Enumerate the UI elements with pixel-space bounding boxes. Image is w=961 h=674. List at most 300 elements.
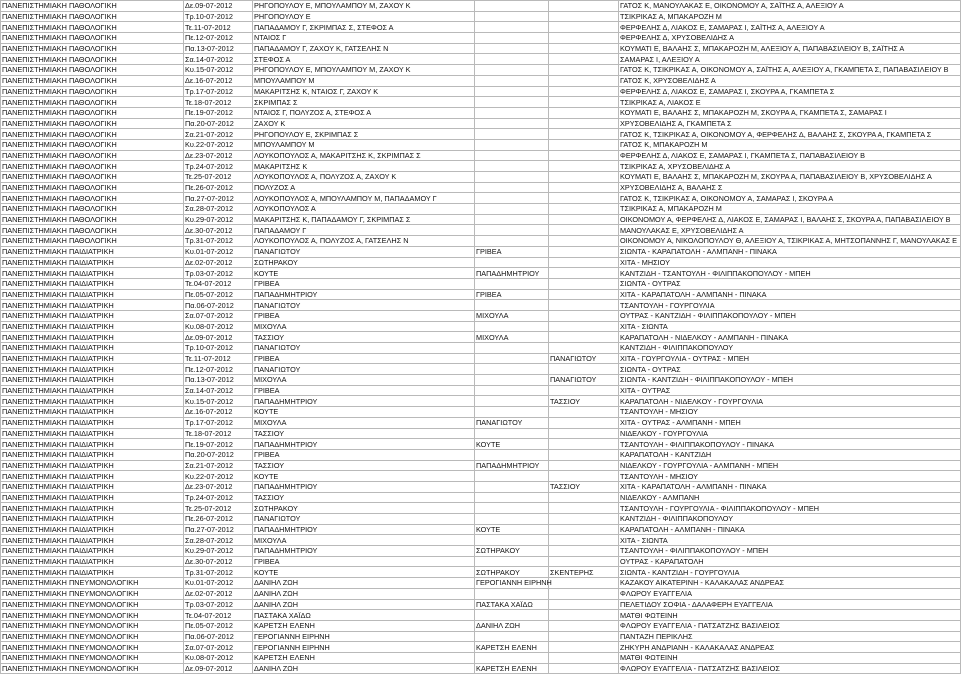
doctor-cell[interactable]: ΛΟΥΚΟΠΟΥΛΟΣ Α (253, 204, 475, 215)
doctor-cell[interactable]: ΜΠΟΥΛΑΜΠΟΥ Μ (253, 75, 475, 86)
staff-cell[interactable]: ΓΑΤΟΣ Κ, ΤΣΙΚΡΙΚΑΣ Α, ΟΙΚΟΝΟΜΟΥ Α, ΦΕΡΦΕΛΗΣ Δ, ΒΑΛΑΗΣ Σ, ΣΚΟΥΡΑ Α, ΓΚΑΜΠΕΤΑ Σ (619, 129, 961, 140)
staff-cell[interactable]: ΚΑΡΑΠΑΤΟΛΗ - ΝΙΔΕΛΚΟΥ - ΑΛΜΠΑΝΗ - ΠΙΝΑΚΑ (619, 332, 961, 343)
clinic-cell[interactable]: ΠΑΝΕΠΙΣΤΗΜΙΑΚΗ ΠΑΘΟΛΟΓΙΚΗ (1, 139, 184, 150)
doctor-2-cell[interactable]: ΓΕΡΟΓΙΑΝΝΗ ΕΙΡΗΝΗ (476, 578, 552, 588)
clinic-cell[interactable]: ΠΑΝΕΠΙΣΤΗΜΙΑΚΗ ΠΑΘΟΛΟΓΙΚΗ (1, 107, 184, 118)
staff-cell[interactable]: ΓΑΤΟΣ Κ, ΜΑΝΟΥΛΑΚΑΣ Ε, ΟΙΚΟΝΟΜΟΥ Α, ΣΑΪΤΗΣ Α, ΑΛΕΞΙΟΥ Α (619, 1, 961, 12)
doctor-2-cell[interactable] (475, 214, 549, 225)
doctor-cell[interactable]: ΠΑΠΑΔΗΜΗΤΡΙΟΥ (253, 524, 475, 535)
clinic-cell[interactable]: ΠΑΝΕΠΙΣΤΗΜΙΑΚΗ ΠΑΙΔΙΑΤΡΙΚΗ (1, 428, 184, 439)
staff-cell[interactable]: ΧΡΥΣΟΒΕΛΙΔΗΣ Α, ΓΚΑΜΠΕΤΑ Σ (619, 118, 961, 129)
doctor-2-cell[interactable] (475, 193, 549, 204)
doctor-cell[interactable]: ΔΑΝΙΗΛ ΖΩΗ (253, 663, 475, 674)
clinic-cell[interactable]: ΠΑΝΕΠΙΣΤΗΜΙΑΚΗ ΠΑΘΟΛΟΓΙΚΗ (1, 75, 184, 86)
clinic-cell[interactable]: ΠΑΝΕΠΙΣΤΗΜΙΑΚΗ ΠΑΙΔΙΑΤΡΙΚΗ (1, 278, 184, 289)
doctor-cell[interactable]: ΝΤΑΙΟΣ Γ (253, 33, 475, 44)
doctor-3-cell[interactable] (549, 268, 619, 279)
doctor-3-cell[interactable] (549, 546, 619, 557)
doctor-cell[interactable]: ΡΗΓΟΠΟΥΛΟΥ Ε, ΣΚΡΙΜΠΑΣ Σ (253, 129, 475, 140)
doctor-2-cell[interactable] (475, 225, 549, 236)
staff-cell[interactable]: ΤΣΙΚΡΙΚΑΣ Α, ΜΠΑΚΑΡΟΖΗ Μ (619, 204, 961, 215)
doctor-3-cell[interactable] (549, 310, 619, 321)
date-cell[interactable]: Κυ.01-07-2012 (184, 578, 253, 589)
doctor-2-cell[interactable]: ΚΟΥΤΕ (475, 439, 549, 450)
doctor-3-cell[interactable] (549, 129, 619, 140)
staff-cell[interactable]: ΟΙΚΟΝΟΜΟΥ Α, ΝΙΚΟΛΟΠΟΥΛΟΥ Θ, ΑΛΕΞΙΟΥ Α, ΤΣΙΚΡΙΚΑΣ Α, ΜΗΤΣΟΠΑΝΝΗΣ Γ, ΜΑΝΟΥΛΑΚΑΣ Ε (619, 236, 961, 247)
date-cell[interactable]: Πε.12-07-2012 (184, 364, 253, 375)
clinic-cell[interactable]: ΠΑΝΕΠΙΣΤΗΜΙΑΚΗ ΠΑΙΔΙΑΤΡΙΚΗ (1, 460, 184, 471)
date-cell[interactable]: Πα.27-07-2012 (184, 524, 253, 535)
doctor-3-cell[interactable] (549, 610, 619, 621)
staff-cell[interactable]: ΤΣΑΝΤΟΥΛΗ - ΜΗΣΙΟΥ (619, 471, 961, 482)
doctor-3-cell[interactable] (549, 417, 619, 428)
staff-cell[interactable]: ΧΙΤΑ - ΚΑΡΑΠΑΤΟΛΗ - ΑΛΜΠΑΝΗ - ΠΙΝΑΚΑ (619, 289, 961, 300)
doctor-3-cell[interactable] (549, 225, 619, 236)
staff-cell[interactable]: ΧΙΤΑ - ΜΗΣΙΟΥ (619, 257, 961, 268)
doctor-2-cell[interactable] (475, 652, 549, 663)
doctor-3-cell[interactable] (549, 578, 619, 589)
doctor-cell[interactable]: ΠΑΠΑΔΑΜΟΥ Γ (253, 225, 475, 236)
doctor-2-cell[interactable]: ΠΑΝΑΓΙΩΤΟΥ (475, 417, 549, 428)
date-cell[interactable]: Δε.09-07-2012 (184, 1, 253, 12)
doctor-2-cell[interactable] (475, 471, 549, 482)
clinic-cell[interactable]: ΠΑΝΕΠΙΣΤΗΜΙΑΚΗ ΠΑΙΔΙΑΤΡΙΚΗ (1, 449, 184, 460)
doctor-cell[interactable]: ΓΡΙΒΕΑ (253, 556, 475, 567)
staff-cell[interactable]: ΦΛΩΡΟΥ ΕΥΑΓΓΕΛΙΑ - ΠΑΤΣΑΤΖΗΣ ΒΑΣΙΛΕΙΟΣ (619, 620, 961, 631)
doctor-3-cell[interactable] (549, 246, 619, 257)
doctor-cell[interactable]: ΠΑΠΑΔΑΜΟΥ Γ, ΖΑΧΟΥ Κ, ΓΑΤΣΕΛΗΣ Ν (253, 43, 475, 54)
doctor-cell[interactable]: ΓΡΙΒΕΑ (253, 449, 475, 460)
date-cell[interactable]: Σα.14-07-2012 (184, 385, 253, 396)
clinic-cell[interactable]: ΠΑΝΕΠΙΣΤΗΜΙΑΚΗ ΠΑΙΔΙΑΤΡΙΚΗ (1, 332, 184, 343)
clinic-cell[interactable]: ΠΑΝΕΠΙΣΤΗΜΙΑΚΗ ΠΑΘΟΛΟΓΙΚΗ (1, 33, 184, 44)
staff-cell[interactable]: ΤΣΑΝΤΟΥΛΗ - ΓΟΥΡΓΟΥΛΙΑ (619, 300, 961, 311)
doctor-3-cell[interactable] (549, 22, 619, 33)
date-cell[interactable]: Κυ.01-07-2012 (184, 246, 253, 257)
doctor-2-cell[interactable] (475, 396, 549, 407)
doctor-cell[interactable]: ΖΑΧΟΥ Κ (253, 118, 475, 129)
date-cell[interactable]: Τε.18-07-2012 (184, 428, 253, 439)
date-cell[interactable]: Τρ.03-07-2012 (184, 599, 253, 610)
clinic-cell[interactable]: ΠΑΝΕΠΙΣΤΗΜΙΑΚΗ ΠΑΙΔΙΑΤΡΙΚΗ (1, 300, 184, 311)
doctor-2-cell[interactable]: ΓΡΙΒΕΑ (475, 246, 549, 257)
date-cell[interactable]: Κυ.15-07-2012 (184, 65, 253, 76)
date-cell[interactable]: Δε.09-07-2012 (184, 332, 253, 343)
doctor-cell[interactable]: ΠΑΠΑΔΑΜΟΥ Γ, ΣΚΡΙΜΠΑΣ Σ, ΣΤΕΦΟΣ Α (253, 22, 475, 33)
doctor-2-cell[interactable]: ΔΑΝΙΗΛ ΖΩΗ (475, 620, 549, 631)
doctor-3-cell[interactable] (549, 460, 619, 471)
staff-cell[interactable]: ΦΛΩΡΟΥ ΕΥΑΓΓΕΛΙΑ (619, 588, 961, 599)
doctor-3-cell[interactable] (549, 97, 619, 108)
date-cell[interactable]: Τρ.31-07-2012 (184, 567, 253, 578)
clinic-cell[interactable]: ΠΑΝΕΠΙΣΤΗΜΙΑΚΗ ΠΑΘΟΛΟΓΙΚΗ (1, 65, 184, 76)
doctor-3-cell[interactable]: ΠΑΝΑΓΙΩΤΟΥ (549, 375, 619, 386)
doctor-cell[interactable]: ΜΑΚΑΡΙΤΣΗΣ Κ, ΠΑΠΑΔΑΜΟΥ Γ, ΣΚΡΙΜΠΑΣ Σ (253, 214, 475, 225)
doctor-2-cell[interactable] (475, 129, 549, 140)
doctor-2-cell[interactable] (475, 481, 549, 492)
clinic-cell[interactable]: ΠΑΝΕΠΙΣΤΗΜΙΑΚΗ ΠΑΙΔΙΑΤΡΙΚΗ (1, 492, 184, 503)
staff-cell[interactable]: ΚΑΡΑΠΑΤΟΛΗ - ΑΛΜΠΑΝΗ - ΠΙΝΑΚΑ (619, 524, 961, 535)
clinic-cell[interactable]: ΠΑΝΕΠΙΣΤΗΜΙΑΚΗ ΠΑΙΔΙΑΤΡΙΚΗ (1, 556, 184, 567)
staff-cell[interactable]: ΜΑΝΟΥΛΑΚΑΣ Ε, ΧΡΥΣΟΒΕΛΙΔΗΣ Α (619, 225, 961, 236)
staff-cell[interactable]: ΣΙΩΝΤΑ - ΚΑΝΤΖΙΔΗ - ΓΟΥΡΓΟΥΛΙΑ (619, 567, 961, 578)
clinic-cell[interactable]: ΠΑΝΕΠΙΣΤΗΜΙΑΚΗ ΠΝΕΥΜΟΝΟΛΟΓΙΚΗ (1, 610, 184, 621)
date-cell[interactable]: Δε.16-07-2012 (184, 407, 253, 418)
date-cell[interactable]: Τε.18-07-2012 (184, 97, 253, 108)
clinic-cell[interactable]: ΠΑΝΕΠΙΣΤΗΜΙΑΚΗ ΠΑΘΟΛΟΓΙΚΗ (1, 236, 184, 247)
clinic-cell[interactable]: ΠΑΝΕΠΙΣΤΗΜΙΑΚΗ ΠΑΙΔΙΑΤΡΙΚΗ (1, 385, 184, 396)
clinic-cell[interactable]: ΠΑΝΕΠΙΣΤΗΜΙΑΚΗ ΠΑΙΔΙΑΤΡΙΚΗ (1, 257, 184, 268)
staff-cell[interactable]: ΧΙΤΑ - ΟΥΤΡΑΣ (619, 385, 961, 396)
clinic-cell[interactable]: ΠΑΝΕΠΙΣΤΗΜΙΑΚΗ ΠΑΘΟΛΟΓΙΚΗ (1, 11, 184, 22)
staff-cell[interactable]: ΧΙΤΑ - ΓΟΥΡΓΟΥΛΙΑ - ΟΥΤΡΑΣ - ΜΠΕΗ (619, 353, 961, 364)
staff-cell[interactable]: ΟΥΤΡΑΣ - ΚΑΝΤΖΙΔΗ - ΦΙΛΙΠΠΑΚΟΠΟΥΛΟΥ - ΜΠΕΗ (619, 310, 961, 321)
date-cell[interactable]: Τε.04-07-2012 (184, 278, 253, 289)
doctor-cell[interactable]: ΜΑΚΑΡΙΤΣΗΣ Κ, ΝΤΑΙΟΣ Γ, ΖΑΧΟΥ Κ (253, 86, 475, 97)
doctor-cell[interactable]: ΛΟΥΚΟΠΟΥΛΟΣ Α, ΜΑΚΑΡΙΤΣΗΣ Κ, ΣΚΡΙΜΠΑΣ Σ (253, 150, 475, 161)
staff-cell[interactable]: ΚΟΥΜΑΤΙ Ε, ΒΑΛΑΗΣ Σ, ΜΠΑΚΑΡΟΖΗ Μ, ΑΛΕΞΙΟΥ Α, ΠΑΠΑΒΑΣΙΛΕΙΟΥ Β, ΣΑΪΤΗΣ Α (619, 43, 961, 54)
doctor-3-cell[interactable] (549, 364, 619, 375)
clinic-cell[interactable]: ΠΑΝΕΠΙΣΤΗΜΙΑΚΗ ΠΝΕΥΜΟΝΟΛΟΓΙΚΗ (1, 663, 184, 674)
staff-cell[interactable]: ΦΛΩΡΟΥ ΕΥΑΓΓΕΛΙΑ - ΠΑΤΣΑΤΖΗΣ ΒΑΣΙΛΕΙΟΣ (619, 663, 961, 674)
doctor-2-cell[interactable] (475, 631, 549, 642)
doctor-3-cell[interactable] (549, 278, 619, 289)
date-cell[interactable]: Πε.26-07-2012 (184, 182, 253, 193)
doctor-cell[interactable]: ΜΑΚΑΡΙΤΣΗΣ Κ (253, 161, 475, 172)
doctor-cell[interactable]: ΠΑΝΑΓΙΩΤΟΥ (253, 514, 475, 525)
doctor-cell[interactable]: ΔΑΝΙΗΛ ΖΩΗ (253, 599, 475, 610)
doctor-2-cell[interactable] (475, 343, 549, 354)
doctor-cell[interactable]: ΠΟΛΥΖΟΣ Α (253, 182, 475, 193)
doctor-cell[interactable]: ΡΗΓΟΠΟΥΛΟΥ Ε, ΜΠΟΥΛΑΜΠΟΥ Μ, ΖΑΧΟΥ Κ (253, 65, 475, 76)
doctor-cell[interactable]: ΓΕΡΟΓΙΑΝΝΗ ΕΙΡΗΝΗ (253, 631, 475, 642)
doctor-2-cell[interactable]: ΓΡΙΒΕΑ (475, 289, 549, 300)
staff-cell[interactable]: ΤΣΑΝΤΟΥΛΗ - ΦΙΛΙΠΠΑΚΟΠΟΥΛΟΥ - ΠΙΝΑΚΑ (619, 439, 961, 450)
staff-cell[interactable]: ΚΑΝΤΖΙΔΗ - ΦΙΛΙΠΠΑΚΟΠΟΥΛΟΥ (619, 514, 961, 525)
staff-cell[interactable]: ΣΙΩΝΤΑ - ΚΑΡΑΠΑΤΟΛΗ - ΑΛΜΠΑΝΗ - ΠΙΝΑΚΑ (619, 246, 961, 257)
doctor-3-cell[interactable] (549, 321, 619, 332)
date-cell[interactable]: Πα.13-07-2012 (184, 43, 253, 54)
doctor-2-cell[interactable] (475, 514, 549, 525)
doctor-cell[interactable]: ΚΟΥΤΕ (253, 567, 475, 578)
clinic-cell[interactable]: ΠΑΝΕΠΙΣΤΗΜΙΑΚΗ ΠΑΙΔΙΑΤΡΙΚΗ (1, 407, 184, 418)
date-cell[interactable]: Τρ.31-07-2012 (184, 236, 253, 247)
clinic-cell[interactable]: ΠΑΝΕΠΙΣΤΗΜΙΑΚΗ ΠΑΙΔΙΑΤΡΙΚΗ (1, 439, 184, 450)
date-cell[interactable]: Πα.13-07-2012 (184, 375, 253, 386)
staff-cell[interactable]: ΚΑΖΑΚΟΥ ΑΙΚΑΤΕΡΙΝΗ - ΚΑΛΑΚΑΛΑΣ ΑΝΔΡΕΑΣ (619, 578, 961, 589)
doctor-3-cell[interactable] (549, 332, 619, 343)
clinic-cell[interactable]: ΠΑΝΕΠΙΣΤΗΜΙΑΚΗ ΠΑΙΔΙΑΤΡΙΚΗ (1, 353, 184, 364)
doctor-2-cell[interactable] (475, 43, 549, 54)
date-cell[interactable]: Τε.25-07-2012 (184, 172, 253, 183)
doctor-2-cell[interactable]: ΠΑΠΑΔΗΜΗΤΡΙΟΥ (475, 268, 549, 279)
clinic-cell[interactable]: ΠΑΝΕΠΙΣΤΗΜΙΑΚΗ ΠΑΙΔΙΑΤΡΙΚΗ (1, 246, 184, 257)
staff-cell[interactable]: ΣΑΜΑΡΑΣ Ι, ΑΛΕΞΙΟΥ Α (619, 54, 961, 65)
staff-cell[interactable]: ΝΙΔΕΛΚΟΥ - ΑΛΜΠΑΝΗ (619, 492, 961, 503)
date-cell[interactable]: Πε.19-07-2012 (184, 439, 253, 450)
staff-cell[interactable]: ΦΕΡΦΕΛΗΣ Δ, ΛΙΑΚΟΣ Ε, ΣΑΜΑΡΑΣ Ι, ΓΚΑΜΠΕΤΑ Σ, ΠΑΠΑΒΑΣΙΛΕΙΟΥ Β (619, 150, 961, 161)
clinic-cell[interactable]: ΠΑΝΕΠΙΣΤΗΜΙΑΚΗ ΠΑΘΟΛΟΓΙΚΗ (1, 204, 184, 215)
doctor-2-cell[interactable] (475, 428, 549, 439)
doctor-3-cell[interactable] (549, 214, 619, 225)
staff-cell[interactable]: ΟΥΤΡΑΣ - ΚΑΡΑΠΑΤΟΛΗ (619, 556, 961, 567)
doctor-cell[interactable]: ΚΟΥΤΕ (253, 268, 475, 279)
doctor-2-cell[interactable] (475, 278, 549, 289)
doctor-cell[interactable]: ΠΑΝΑΓΙΩΤΟΥ (253, 364, 475, 375)
doctor-3-cell[interactable] (549, 172, 619, 183)
staff-cell[interactable]: ΚΟΥΜΑΤΙ Ε, ΒΑΛΑΗΣ Σ, ΜΠΑΚΑΡΟΖΗ Μ, ΣΚΟΥΡΑ Α, ΠΑΠΑΒΑΣΙΛΕΙΟΥ Β, ΧΡΥΣΟΒΕΛΙΔΗΣ Α (619, 172, 961, 183)
staff-cell[interactable]: ΜΑΤΘΙ ΦΩΤΕΙΝΗ (619, 652, 961, 663)
doctor-3-cell[interactable] (549, 118, 619, 129)
doctor-2-cell[interactable] (475, 161, 549, 172)
doctor-3-cell[interactable] (549, 514, 619, 525)
doctor-cell[interactable]: ΣΚΡΙΜΠΑΣ Σ (253, 97, 475, 108)
staff-cell[interactable]: ΣΙΩΝΤΑ - ΟΥΤΡΑΣ (619, 278, 961, 289)
date-cell[interactable]: Τε.11-07-2012 (184, 353, 253, 364)
date-cell[interactable]: Πα.20-07-2012 (184, 118, 253, 129)
staff-cell[interactable]: ΚΑΝΤΖΙΔΗ - ΦΙΛΙΠΠΑΚΟΠΟΥΛΟΥ (619, 343, 961, 354)
doctor-cell[interactable]: ΤΑΣΣΙΟΥ (253, 460, 475, 471)
doctor-2-cell[interactable] (475, 75, 549, 86)
doctor-3-cell[interactable] (549, 236, 619, 247)
date-cell[interactable]: Κυ.29-07-2012 (184, 546, 253, 557)
clinic-cell[interactable]: ΠΑΝΕΠΙΣΤΗΜΙΑΚΗ ΠΑΘΟΛΟΓΙΚΗ (1, 161, 184, 172)
doctor-3-cell[interactable] (549, 652, 619, 663)
doctor-cell[interactable]: ΠΑΠΑΔΗΜΗΤΡΙΟΥ (253, 481, 475, 492)
doctor-3-cell[interactable] (549, 631, 619, 642)
clinic-cell[interactable]: ΠΑΝΕΠΙΣΤΗΜΙΑΚΗ ΠΑΘΟΛΟΓΙΚΗ (1, 172, 184, 183)
staff-cell[interactable]: ΤΣΑΝΤΟΥΛΗ - ΜΗΣΙΟΥ (619, 407, 961, 418)
date-cell[interactable]: Σα.28-07-2012 (184, 535, 253, 546)
clinic-cell[interactable]: ΠΑΝΕΠΙΣΤΗΜΙΑΚΗ ΠΝΕΥΜΟΝΟΛΟΓΙΚΗ (1, 599, 184, 610)
date-cell[interactable]: Δε.30-07-2012 (184, 225, 253, 236)
doctor-cell[interactable]: ΠΑΠΑΔΗΜΗΤΡΙΟΥ (253, 289, 475, 300)
doctor-cell[interactable]: ΜΙΧΟΥΛΑ (253, 535, 475, 546)
doctor-cell[interactable]: ΛΟΥΚΟΠΟΥΛΟΣ Α, ΠΟΛΥΖΟΣ Α, ΓΑΤΣΕΛΗΣ Ν (253, 236, 475, 247)
doctor-2-cell[interactable] (475, 86, 549, 97)
clinic-cell[interactable]: ΠΑΝΕΠΙΣΤΗΜΙΑΚΗ ΠΑΙΔΙΑΤΡΙΚΗ (1, 343, 184, 354)
date-cell[interactable]: Πα.06-07-2012 (184, 631, 253, 642)
doctor-2-cell[interactable] (475, 22, 549, 33)
doctor-cell[interactable]: ΤΑΣΣΙΟΥ (253, 492, 475, 503)
staff-cell[interactable]: ΤΣΙΚΡΙΚΑΣ Α, ΜΠΑΚΑΡΟΖΗ Μ (619, 11, 961, 22)
doctor-3-cell[interactable] (549, 556, 619, 567)
doctor-cell[interactable]: ΜΙΧΟΥΛΑ (253, 417, 475, 428)
doctor-cell[interactable]: ΠΑΣΤΑΚΑ ΧΑΪΔΩ (253, 610, 475, 621)
staff-cell[interactable]: ΚΑΡΑΠΑΤΟΛΗ - ΚΑΝΤΖΙΔΗ (619, 449, 961, 460)
doctor-cell[interactable]: ΠΑΠΑΔΗΜΗΤΡΙΟΥ (253, 439, 475, 450)
staff-cell[interactable]: ΣΙΩΝΤΑ - ΚΑΝΤΖΙΔΗ - ΦΙΛΙΠΠΑΚΟΠΟΥΛΟΥ - ΜΠΕΗ (619, 375, 961, 386)
clinic-cell[interactable]: ΠΑΝΕΠΙΣΤΗΜΙΑΚΗ ΠΑΘΟΛΟΓΙΚΗ (1, 97, 184, 108)
doctor-cell[interactable]: ΓΡΙΒΕΑ (253, 353, 475, 364)
doctor-3-cell[interactable] (549, 588, 619, 599)
date-cell[interactable]: Κυ.22-07-2012 (184, 139, 253, 150)
doctor-3-cell[interactable] (549, 65, 619, 76)
doctor-3-cell[interactable] (549, 663, 619, 674)
clinic-cell[interactable]: ΠΑΝΕΠΙΣΤΗΜΙΑΚΗ ΠΑΙΔΙΑΤΡΙΚΗ (1, 546, 184, 557)
clinic-cell[interactable]: ΠΑΝΕΠΙΣΤΗΜΙΑΚΗ ΠΑΙΔΙΑΤΡΙΚΗ (1, 289, 184, 300)
doctor-3-cell[interactable] (549, 492, 619, 503)
date-cell[interactable]: Τρ.24-07-2012 (184, 161, 253, 172)
staff-cell[interactable]: ΝΙΔΕΛΚΟΥ - ΓΟΥΡΓΟΥΛΙΑ - ΑΛΜΠΑΝΗ - ΜΠΕΗ (619, 460, 961, 471)
doctor-2-cell[interactable] (475, 65, 549, 76)
date-cell[interactable]: Κυ.08-07-2012 (184, 652, 253, 663)
date-cell[interactable]: Σα.07-07-2012 (184, 310, 253, 321)
clinic-cell[interactable]: ΠΑΝΕΠΙΣΤΗΜΙΑΚΗ ΠΑΘΟΛΟΓΙΚΗ (1, 43, 184, 54)
date-cell[interactable]: Σα.14-07-2012 (184, 54, 253, 65)
clinic-cell[interactable]: ΠΑΝΕΠΙΣΤΗΜΙΑΚΗ ΠΑΙΔΙΑΤΡΙΚΗ (1, 375, 184, 386)
doctor-cell[interactable]: ΡΗΓΟΠΟΥΛΟΥ Ε (253, 11, 475, 22)
clinic-cell[interactable]: ΠΑΝΕΠΙΣΤΗΜΙΑΚΗ ΠΑΘΟΛΟΓΙΚΗ (1, 150, 184, 161)
doctor-cell[interactable]: ΠΑΝΑΓΙΩΤΟΥ (253, 343, 475, 354)
staff-cell[interactable]: ΖΗΚΥΡΗ ΑΝΔΡΙΑΝΗ - ΚΑΛΑΚΑΛΑΣ ΑΝΔΡΕΑΣ (619, 642, 961, 653)
date-cell[interactable]: Δε.02-07-2012 (184, 257, 253, 268)
clinic-cell[interactable]: ΠΑΝΕΠΙΣΤΗΜΙΑΚΗ ΠΑΘΟΛΟΓΙΚΗ (1, 193, 184, 204)
doctor-2-cell[interactable] (475, 1, 549, 12)
clinic-cell[interactable]: ΠΑΝΕΠΙΣΤΗΜΙΑΚΗ ΠΝΕΥΜΟΝΟΛΟΓΙΚΗ (1, 588, 184, 599)
doctor-2-cell[interactable] (475, 54, 549, 65)
doctor-2-cell[interactable] (475, 492, 549, 503)
doctor-3-cell[interactable] (549, 150, 619, 161)
staff-cell[interactable]: ΓΑΤΟΣ Κ, ΧΡΥΣΟΒΕΛΙΔΗΣ Α (619, 75, 961, 86)
clinic-cell[interactable]: ΠΑΝΕΠΙΣΤΗΜΙΑΚΗ ΠΑΘΟΛΟΓΙΚΗ (1, 225, 184, 236)
date-cell[interactable]: Τρ.10-07-2012 (184, 343, 253, 354)
staff-cell[interactable]: ΚΟΥΜΑΤΙ Ε, ΒΑΛΑΗΣ Σ, ΜΠΑΚΑΡΟΖΗ Μ, ΣΚΟΥΡΑ Α, ΓΚΑΜΠΕΤΑ Σ, ΣΑΜΑΡΑΣ Ι (619, 107, 961, 118)
doctor-2-cell[interactable] (475, 535, 549, 546)
doctor-3-cell[interactable] (549, 343, 619, 354)
doctor-2-cell[interactable] (475, 236, 549, 247)
doctor-2-cell[interactable] (475, 118, 549, 129)
date-cell[interactable]: Τρ.24-07-2012 (184, 492, 253, 503)
doctor-cell[interactable]: ΤΑΣΣΙΟΥ (253, 428, 475, 439)
date-cell[interactable]: Πε.26-07-2012 (184, 514, 253, 525)
doctor-2-cell[interactable]: ΣΩΤΗΡΑΚΟΥ (475, 567, 549, 578)
staff-cell[interactable]: ΦΕΡΦΕΛΗΣ Δ, ΛΙΑΚΟΣ Ε, ΣΑΜΑΡΑΣ Ι, ΣΚΟΥΡΑ Α, ΓΚΑΜΠΕΤΑ Σ (619, 86, 961, 97)
clinic-cell[interactable]: ΠΑΝΕΠΙΣΤΗΜΙΑΚΗ ΠΑΘΟΛΟΓΙΚΗ (1, 22, 184, 33)
staff-cell[interactable]: ΦΕΡΦΕΛΗΣ Δ, ΧΡΥΣΟΒΕΛΙΔΗΣ Α (619, 33, 961, 44)
doctor-3-cell[interactable] (549, 524, 619, 535)
clinic-cell[interactable]: ΠΑΝΕΠΙΣΤΗΜΙΑΚΗ ΠΑΘΟΛΟΓΙΚΗ (1, 54, 184, 65)
staff-cell[interactable]: ΚΑΡΑΠΑΤΟΛΗ - ΝΙΔΕΛΚΟΥ - ΓΟΥΡΓΟΥΛΙΑ (619, 396, 961, 407)
staff-cell[interactable]: ΤΣΑΝΤΟΥΛΗ - ΦΙΛΙΠΠΑΚΟΠΟΥΛΟΥ - ΜΠΕΗ (619, 546, 961, 557)
doctor-3-cell[interactable] (549, 75, 619, 86)
date-cell[interactable]: Πα.20-07-2012 (184, 449, 253, 460)
date-cell[interactable]: Δε.30-07-2012 (184, 556, 253, 567)
doctor-3-cell[interactable] (549, 204, 619, 215)
date-cell[interactable]: Τε.04-07-2012 (184, 610, 253, 621)
staff-cell[interactable]: ΓΑΤΟΣ Κ, ΤΣΙΚΡΙΚΑΣ Α, ΟΙΚΟΝΟΜΟΥ Α, ΣΑΜΑΡΑΣ Ι, ΣΚΟΥΡΑ Α (619, 193, 961, 204)
doctor-3-cell[interactable] (549, 182, 619, 193)
doctor-cell[interactable]: ΓΡΙΒΕΑ (253, 278, 475, 289)
doctor-2-cell[interactable] (475, 321, 549, 332)
doctor-3-cell[interactable]: ΤΑΣΣΙΟΥ (549, 481, 619, 492)
staff-cell[interactable]: ΠΕΛΕΤΙΔΟΥ ΣΟΦΙΑ - ΔΑΛΑΦΕΡΗ ΕΥΑΓΓΕΛΙΑ (619, 599, 961, 610)
date-cell[interactable]: Πα.27-07-2012 (184, 193, 253, 204)
clinic-cell[interactable]: ΠΑΝΕΠΙΣΤΗΜΙΑΚΗ ΠΑΙΔΙΑΤΡΙΚΗ (1, 364, 184, 375)
doctor-cell[interactable]: ΠΑΠΑΔΗΜΗΤΡΙΟΥ (253, 546, 475, 557)
date-cell[interactable]: Πε.19-07-2012 (184, 107, 253, 118)
doctor-3-cell[interactable] (549, 193, 619, 204)
doctor-3-cell[interactable] (549, 620, 619, 631)
doctor-2-cell[interactable] (475, 610, 549, 621)
doctor-2-cell[interactable] (475, 172, 549, 183)
clinic-cell[interactable]: ΠΑΝΕΠΙΣΤΗΜΙΑΚΗ ΠΑΙΔΙΑΤΡΙΚΗ (1, 321, 184, 332)
clinic-cell[interactable]: ΠΑΝΕΠΙΣΤΗΜΙΑΚΗ ΠΑΘΟΛΟΓΙΚΗ (1, 129, 184, 140)
doctor-2-cell[interactable]: ΜΙΧΟΥΛΑ (475, 332, 549, 343)
doctor-cell[interactable]: ΣΩΤΗΡΑΚΟΥ (253, 257, 475, 268)
date-cell[interactable]: Πε.05-07-2012 (184, 289, 253, 300)
doctor-2-cell[interactable]: ΣΩΤΗΡΑΚΟΥ (475, 546, 549, 557)
doctor-2-cell[interactable] (475, 257, 549, 268)
doctor-2-cell[interactable] (475, 353, 549, 364)
doctor-3-cell[interactable]: ΠΑΝΑΓΙΩΤΟΥ (549, 353, 619, 364)
staff-cell[interactable]: ΦΕΡΦΕΛΗΣ Δ, ΛΙΑΚΟΣ Ε, ΣΑΜΑΡΑΣ Ι, ΣΑΪΤΗΣ Α, ΑΛΕΞΙΟΥ Α (619, 22, 961, 33)
doctor-3-cell[interactable] (549, 43, 619, 54)
doctor-2-cell[interactable] (475, 204, 549, 215)
date-cell[interactable]: Δε.23-07-2012 (184, 150, 253, 161)
doctor-2-cell[interactable]: ΜΙΧΟΥΛΑ (475, 310, 549, 321)
staff-cell[interactable]: ΤΣΙΚΡΙΚΑΣ Α, ΧΡΥΣΟΒΕΛΙΔΗΣ Α (619, 161, 961, 172)
clinic-cell[interactable]: ΠΑΝΕΠΙΣΤΗΜΙΑΚΗ ΠΝΕΥΜΟΝΟΛΟΓΙΚΗ (1, 578, 184, 589)
doctor-cell[interactable]: ΠΑΠΑΔΗΜΗΤΡΙΟΥ (253, 396, 475, 407)
staff-cell[interactable]: ΓΑΤΟΣ Κ, ΜΠΑΚΑΡΟΖΗ Μ (619, 139, 961, 150)
date-cell[interactable]: Τε.25-07-2012 (184, 503, 253, 514)
doctor-3-cell[interactable] (549, 161, 619, 172)
clinic-cell[interactable]: ΠΑΝΕΠΙΣΤΗΜΙΑΚΗ ΠΑΘΟΛΟΓΙΚΗ (1, 214, 184, 225)
doctor-2-cell[interactable] (475, 556, 549, 567)
staff-cell[interactable]: ΣΙΩΝΤΑ - ΟΥΤΡΑΣ (619, 364, 961, 375)
doctor-cell[interactable]: ΠΑΝΑΓΙΩΤΟΥ (253, 246, 475, 257)
clinic-cell[interactable]: ΠΑΝΕΠΙΣΤΗΜΙΑΚΗ ΠΝΕΥΜΟΝΟΛΟΓΙΚΗ (1, 652, 184, 663)
date-cell[interactable]: Κυ.29-07-2012 (184, 214, 253, 225)
date-cell[interactable]: Τρ.10-07-2012 (184, 11, 253, 22)
doctor-3-cell[interactable] (549, 86, 619, 97)
doctor-3-cell[interactable] (549, 107, 619, 118)
doctor-2-cell[interactable] (475, 139, 549, 150)
doctor-3-cell[interactable] (549, 535, 619, 546)
doctor-cell[interactable]: ΤΑΣΣΙΟΥ (253, 332, 475, 343)
clinic-cell[interactable]: ΠΑΝΕΠΙΣΤΗΜΙΑΚΗ ΠΑΙΔΙΑΤΡΙΚΗ (1, 481, 184, 492)
date-cell[interactable]: Κυ.08-07-2012 (184, 321, 253, 332)
clinic-cell[interactable]: ΠΑΝΕΠΙΣΤΗΜΙΑΚΗ ΠΑΙΔΙΑΤΡΙΚΗ (1, 535, 184, 546)
doctor-2-cell[interactable]: ΠΑΣΤΑΚΑ ΧΑΪΔΩ (475, 599, 549, 610)
doctor-3-cell[interactable]: ΤΑΣΣΙΟΥ (549, 396, 619, 407)
doctor-cell[interactable]: ΣΤΕΦΟΣ Α (253, 54, 475, 65)
clinic-cell[interactable]: ΠΑΝΕΠΙΣΤΗΜΙΑΚΗ ΠΑΙΔΙΑΤΡΙΚΗ (1, 471, 184, 482)
doctor-cell[interactable]: ΚΑΡΕΤΣΗ ΕΛΕΝΗ (253, 620, 475, 631)
staff-cell[interactable]: ΠΑΝΤΑΖΗ ΠΕΡΙΚΛΗΣ (619, 631, 961, 642)
staff-cell[interactable]: ΝΙΔΕΛΚΟΥ - ΓΟΥΡΓΟΥΛΙΑ (619, 428, 961, 439)
doctor-2-cell[interactable] (475, 449, 549, 460)
doctor-2-cell[interactable]: ΠΑΠΑΔΗΜΗΤΡΙΟΥ (475, 460, 549, 471)
date-cell[interactable]: Δε.09-07-2012 (184, 663, 253, 674)
doctor-cell[interactable]: ΛΟΥΚΟΠΟΥΛΟΣ Α, ΜΠΟΥΛΑΜΠΟΥ Μ, ΠΑΠΑΔΑΜΟΥ Γ (253, 193, 475, 204)
date-cell[interactable]: Πε.12-07-2012 (184, 33, 253, 44)
doctor-3-cell[interactable] (549, 1, 619, 12)
clinic-cell[interactable]: ΠΑΝΕΠΙΣΤΗΜΙΑΚΗ ΠΑΘΟΛΟΓΙΚΗ (1, 86, 184, 97)
staff-cell[interactable]: ΤΣΑΝΤΟΥΛΗ - ΓΟΥΡΓΟΥΛΙΑ - ΦΙΛΙΠΠΑΚΟΠΟΥΛΟΥ - ΜΠΕΗ (619, 503, 961, 514)
date-cell[interactable]: Δε.02-07-2012 (184, 588, 253, 599)
staff-cell[interactable]: ΧΙΤΑ - ΣΙΩΝΤΑ (619, 535, 961, 546)
clinic-cell[interactable]: ΠΑΝΕΠΙΣΤΗΜΙΑΚΗ ΠΑΘΟΛΟΓΙΚΗ (1, 182, 184, 193)
doctor-2-cell[interactable]: ΚΑΡΕΤΣΗ ΕΛΕΝΗ (475, 642, 549, 653)
staff-cell[interactable]: ΧΙΤΑ - ΣΙΩΝΤΑ (619, 321, 961, 332)
staff-cell[interactable]: ΧΙΤΑ - ΚΑΡΑΠΑΤΟΛΗ - ΑΛΜΠΑΝΗ - ΠΙΝΑΚΑ (619, 481, 961, 492)
clinic-cell[interactable]: ΠΑΝΕΠΙΣΤΗΜΙΑΚΗ ΠΑΙΔΙΑΤΡΙΚΗ (1, 268, 184, 279)
date-cell[interactable]: Τρ.17-07-2012 (184, 417, 253, 428)
doctor-3-cell[interactable] (549, 642, 619, 653)
doctor-cell[interactable]: ΚΟΥΤΕ (253, 471, 475, 482)
